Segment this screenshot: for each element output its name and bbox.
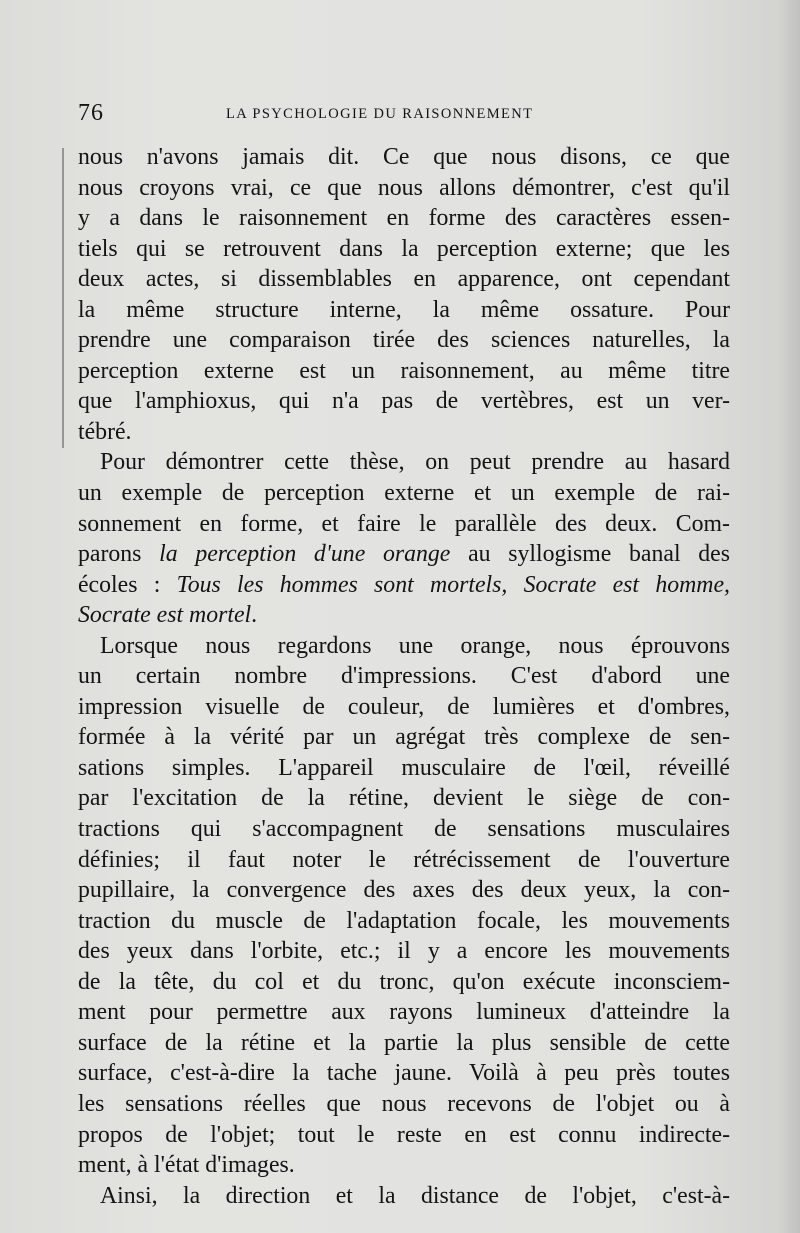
margin-pencil-mark: [62, 148, 64, 448]
text-line: prendre une comparaison tirée des sciences naturelles, la: [78, 327, 730, 354]
text-line: un certain nombre d'impressions. C'est d'abord une: [78, 663, 730, 690]
text-line: tractions qui s'accompagnent de sensations musculaires: [78, 816, 730, 843]
text-line: de la tête, du col et du tronc, qu'on exécute inconsciem-: [78, 968, 730, 995]
text-line: sations simples. L'appareil musculaire de l'œil, réveillé: [78, 754, 730, 781]
text-line: par l'excitation de la rétine, devient le siège de con-: [78, 785, 730, 812]
text-line: deux actes, si dissemblables en apparence, ont cependant: [78, 266, 730, 293]
text-line: tébré.: [78, 418, 132, 445]
text-run: .: [251, 602, 258, 629]
page-edge-shadow: [778, 0, 800, 1233]
text-line: des yeux dans l'orbite, etc.; il y a encore les mouvements: [78, 938, 730, 965]
text-line: perception externe est un raisonnement, au même titre: [78, 357, 730, 384]
text-line: Ainsi, la direction et la distance de l'objet, c'est-à-: [100, 1182, 730, 1209]
text-run: au syllogisme banal des: [450, 541, 730, 568]
text-line: les sensations réelles que nous recevons de l'objet ou à: [78, 1090, 730, 1117]
text-line: Pour démontrer cette thèse, on peut prendre au hasard: [100, 449, 730, 476]
text-line: [78, 600, 730, 631]
text-line: sonnement en forme, et faire le parallèle des deux. Com-: [78, 510, 730, 537]
page-number: 76: [78, 100, 104, 126]
body-text: [78, 142, 730, 1211]
text-line: surface, c'est-à-dire la tache jaune. Voilà à peu près toutes: [78, 1060, 730, 1087]
italic-phrase: Tous les hommes sont mortels, Socrate est homme,: [176, 571, 731, 598]
text-line: surface de la rétine et la partie la plus sensible de cette: [78, 1029, 730, 1056]
running-title: LA PSYCHOLOGIE DU RAISONNEMENT: [226, 106, 534, 122]
text-line: [78, 570, 730, 601]
text-run: parons: [78, 541, 160, 568]
text-line: ment pour permettre aux rayons lumineux d'atteindre la: [78, 999, 730, 1026]
text-line: tiels qui se retrouvent dans la perception externe; que les: [78, 235, 730, 262]
text-line: ment, à l'état d'images.: [78, 1152, 295, 1179]
text-line: pupillaire, la convergence des axes des deux yeux, la con-: [78, 877, 730, 904]
text-line: un exemple de perception externe et un exemple de rai-: [78, 480, 730, 507]
text-line: que l'amphioxus, qui n'a pas de vertèbres, est un ver-: [78, 388, 730, 415]
text-line: y a dans le raisonnement en forme des caractères essen-: [78, 205, 730, 232]
italic-phrase: la perception d'une orange: [159, 541, 451, 568]
text-line: traction du muscle de l'adaptation focale, les mouvements: [78, 907, 730, 934]
text-line: la même structure interne, la même ossature. Pour: [78, 296, 730, 323]
text-line: propos de l'objet; tout le reste en est connu indirecte-: [78, 1121, 730, 1148]
text-line: nous n'avons jamais dit. Ce que nous disons, ce que: [78, 144, 730, 170]
text-line: nous croyons vrai, ce que nous allons démontrer, c'est qu'il: [78, 174, 730, 201]
page-header: [78, 100, 708, 130]
italic-phrase: Socrate est mortel: [78, 602, 252, 629]
text-run: écoles :: [78, 571, 177, 598]
text-line: Lorsque nous regardons une orange, nous éprouvons: [100, 632, 730, 659]
text-line: formée à la vérité par un agrégat très complexe de sen-: [78, 724, 730, 751]
text-line: définies; il faut noter le rétrécissement de l'ouverture: [78, 846, 730, 873]
text-line: [78, 539, 730, 570]
text-line: impression visuelle de couleur, de lumières et d'ombres,: [78, 693, 730, 720]
